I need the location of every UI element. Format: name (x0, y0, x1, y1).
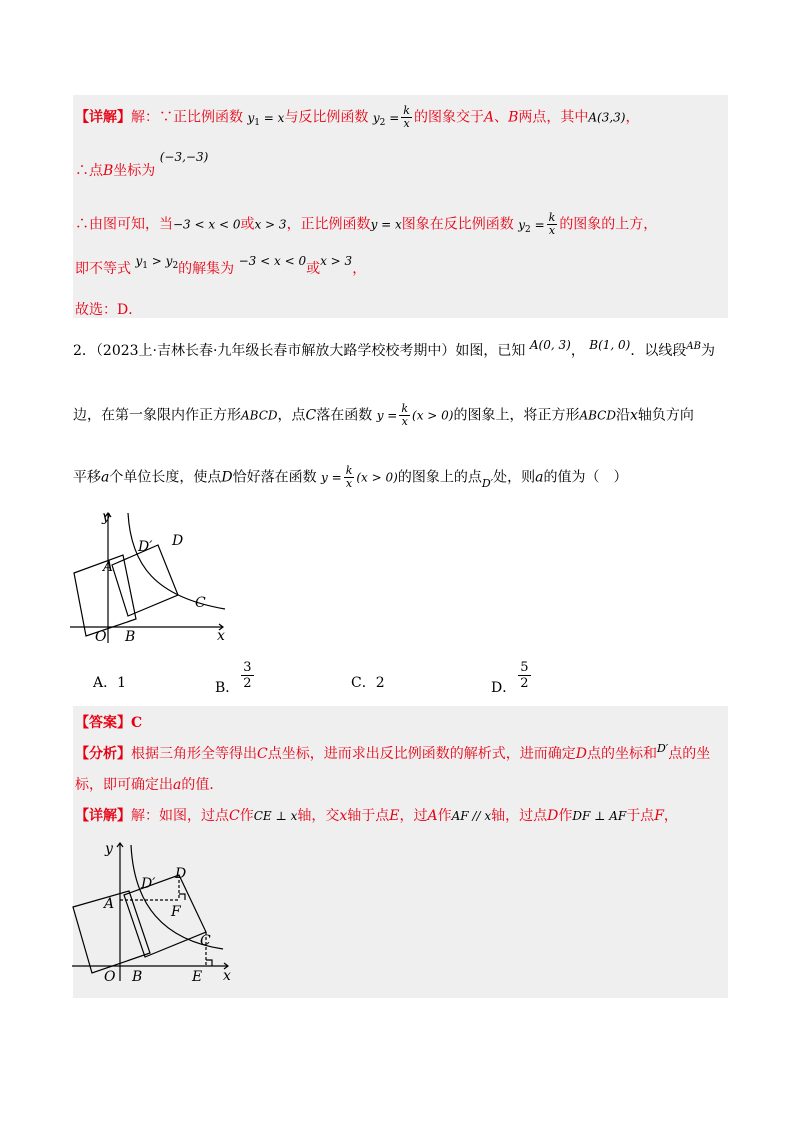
label-D-prime: D′ (138, 539, 153, 555)
label-D: D (172, 533, 184, 549)
fraction-k-over-x: $\frac{k}{x}$ (403, 104, 410, 130)
label-D-prime: D′ (141, 876, 156, 892)
label-D: D (175, 866, 187, 882)
label-A: A (104, 896, 115, 912)
label-x: x (223, 968, 231, 984)
square-translated (124, 875, 206, 957)
label-x: x (217, 628, 225, 644)
label-O: O (95, 629, 107, 645)
solution1-line3: ∴由图可知，当−3 < x < 0或x > 3，正比例函数y = x图象在反比例函数 $y_2$ = $\frac{k}{x}$ 的图象的上方， (75, 211, 658, 237)
label-F: F (171, 904, 181, 920)
solution1-line2: ∴点B坐标为 (−3,−3) (75, 150, 209, 179)
label-E: E (192, 969, 203, 985)
detail-line: 【详解】解：如图，过点C作CE ⊥ x轴，交x轴于点E，过A作AF // x轴，过点D作DF ⊥ AF于点F， (75, 808, 678, 824)
hyperbola-curve (128, 513, 225, 609)
label-C: C (200, 933, 211, 949)
question2-line2: 边，在第一象限内作正方形ABCD，点C落在函数 y = $\frac{k}{x}$ (x > 0)的图象上，将正方形ABCD沿x轴负方向 (73, 402, 694, 428)
label-B: B (125, 629, 136, 645)
analysis-line2: 标，即可确定出a的值． (75, 777, 224, 793)
label-O: O (104, 969, 116, 985)
analysis-line1: 【分析】根据三角形全等得出C点坐标，进而求出反比例函数的解析式，进而确定D点的坐标和$^{D'}$点的坐 (75, 742, 711, 762)
answer-line: 【答案】C (75, 715, 143, 731)
right-angle-F (179, 894, 185, 900)
solution1-line1: 【详解】解：∵正比例函数 $y_1 = x$与反比例函数 $y_2$ = $\frac{k}{x}$ 的图象交于A、B两点，其中A(3,3)， (75, 104, 640, 130)
choice-B[interactable]: B． $\frac{3}{2}$ (215, 660, 252, 696)
label-y: y (102, 509, 110, 525)
label-y: y (105, 841, 113, 857)
choice-A[interactable]: A．1 (93, 675, 127, 691)
solution-figure (68, 835, 243, 985)
label-C: C (195, 595, 206, 611)
choice-C[interactable]: C．2 (351, 675, 385, 691)
fraction-k-over-x: $\frac{k}{x}$ (401, 402, 409, 428)
label-A: A (103, 559, 114, 575)
choice-D[interactable]: D． $\frac{5}{2}$ (491, 660, 529, 696)
right-angle-E (206, 960, 212, 966)
fraction-k-over-x: $\frac{k}{x}$ (345, 464, 353, 490)
label-B: B (132, 969, 143, 985)
solution1-line4: 即不等式 $y_1 > y_2$的解集为 −3 < x < 0或x > 3， (75, 254, 367, 277)
question-figure (65, 505, 245, 645)
fraction-k-over-x: $\frac{k}{x}$ (548, 211, 556, 237)
question2-line3: 平移a个单位长度，使点D恰好落在函数 y = $\frac{k}{x}$ (x > 0)的图象上的点$_{D'}$处，则a的值为（ ） (73, 464, 628, 490)
question2-line1: 2．（2023上·吉林长春·九年级长春市解放大路学校校考期中）如图，已知 A(0, 3)， B(1, 0)．以线段$^{AB}$为 (73, 338, 715, 359)
solution1-line5: 故选：D． (75, 302, 143, 318)
